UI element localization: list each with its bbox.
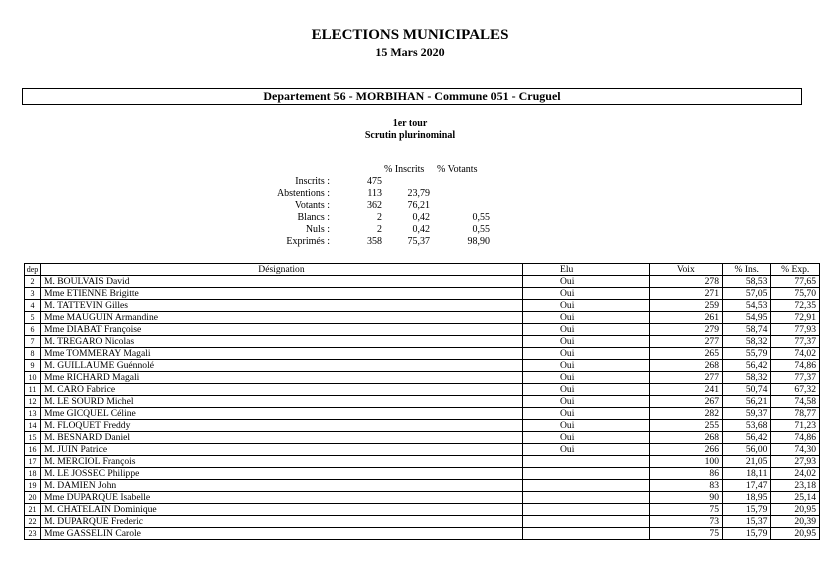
cell-pct-exp: 20,39: [771, 516, 820, 528]
cell-dep: 8: [25, 348, 41, 360]
cell-voix: 73: [649, 516, 722, 528]
cell-dep: 15: [25, 432, 41, 444]
cell-pct-exp: 67,32: [771, 384, 820, 396]
department-banner: Departement 56 - MORBIHAN - Commune 051 - Cruguel: [22, 88, 802, 105]
cell-designation: M. CHATELAIN Dominique: [40, 504, 522, 516]
stats-value: 113: [367, 188, 382, 199]
cell-voix: 241: [649, 384, 722, 396]
table-row: [25, 444, 820, 456]
cell-voix: 279: [649, 324, 722, 336]
header-pct-ins: % Ins.: [722, 264, 770, 276]
cell-elu: Oui: [522, 408, 649, 420]
stats-value: 2: [377, 224, 382, 235]
table-row: [25, 360, 820, 372]
cell-pct-exp: 78,77: [771, 408, 820, 420]
table-row: [25, 408, 820, 420]
cell-voix: 261: [649, 312, 722, 324]
cell-voix: 90: [649, 492, 722, 504]
table-row: [25, 324, 820, 336]
cell-elu: Oui: [522, 276, 649, 288]
cell-pct-exp: 20,95: [771, 504, 820, 516]
cell-pct-ins: 56,21: [722, 396, 770, 408]
cell-pct-exp: 74,30: [771, 444, 820, 456]
cell-elu: [522, 528, 649, 540]
cell-dep: 21: [25, 504, 41, 516]
header-pct-exp: % Exp.: [771, 264, 820, 276]
table-row: [25, 492, 820, 504]
cell-pct-exp: 72,91: [771, 312, 820, 324]
cell-designation: M. JUIN Patrice: [40, 444, 522, 456]
stats-pct-votants: 0,55: [472, 224, 490, 235]
cell-elu: [522, 504, 649, 516]
stats-pct-inscrits: 75,37: [407, 236, 430, 247]
cell-elu: Oui: [522, 396, 649, 408]
stats-value: 2: [377, 212, 382, 223]
cell-pct-ins: 57,05: [722, 288, 770, 300]
table-header-row: [25, 264, 820, 276]
cell-dep: 3: [25, 288, 41, 300]
cell-voix: 83: [649, 480, 722, 492]
header-designation: Désignation: [40, 264, 522, 276]
cell-designation: Mme GICQUEL Céline: [40, 408, 522, 420]
stats-label: Exprimés :: [286, 236, 330, 247]
header-elu: Elu: [522, 264, 649, 276]
cell-pct-ins: 58,74: [722, 324, 770, 336]
table-row: [25, 420, 820, 432]
cell-elu: Oui: [522, 432, 649, 444]
stats-col-votants: % Votants: [437, 164, 478, 175]
cell-voix: 277: [649, 372, 722, 384]
cell-voix: 268: [649, 360, 722, 372]
cell-voix: 259: [649, 300, 722, 312]
cell-pct-exp: 74,86: [771, 432, 820, 444]
cell-dep: 22: [25, 516, 41, 528]
cell-designation: M. BOULVAIS David: [40, 276, 522, 288]
cell-designation: M. LE JOSSEC Philippe: [40, 468, 522, 480]
table-row: [25, 336, 820, 348]
cell-dep: 5: [25, 312, 41, 324]
cell-elu: [522, 492, 649, 504]
stats-label: Blancs :: [297, 212, 330, 223]
cell-elu: Oui: [522, 420, 649, 432]
table-row: [25, 456, 820, 468]
cell-pct-ins: 56,00: [722, 444, 770, 456]
cell-elu: Oui: [522, 360, 649, 372]
cell-pct-exp: 23,18: [771, 480, 820, 492]
cell-designation: Mme ETIENNE Brigitte: [40, 288, 522, 300]
cell-voix: 75: [649, 504, 722, 516]
cell-elu: Oui: [522, 300, 649, 312]
cell-voix: 255: [649, 420, 722, 432]
election-date: 15 Mars 2020: [375, 45, 445, 59]
cell-designation: Mme DUPARQUE Isabelle: [40, 492, 522, 504]
cell-designation: M. DUPARQUE Frederic: [40, 516, 522, 528]
cell-designation: M. BESNARD Daniel: [40, 432, 522, 444]
cell-pct-ins: 18,95: [722, 492, 770, 504]
cell-voix: 268: [649, 432, 722, 444]
cell-dep: 20: [25, 492, 41, 504]
cell-pct-exp: 77,93: [771, 324, 820, 336]
cell-pct-ins: 53,68: [722, 420, 770, 432]
cell-designation: M. TATTEVIN Gilles: [40, 300, 522, 312]
stats-label: Votants :: [294, 200, 330, 211]
table-row: [25, 396, 820, 408]
cell-voix: 278: [649, 276, 722, 288]
table-row: [25, 288, 820, 300]
cell-designation: M. TREGARO Nicolas: [40, 336, 522, 348]
cell-pct-ins: 59,37: [722, 408, 770, 420]
table-row: [25, 480, 820, 492]
cell-elu: Oui: [522, 324, 649, 336]
cell-dep: 7: [25, 336, 41, 348]
cell-dep: 23: [25, 528, 41, 540]
table-row: [25, 516, 820, 528]
cell-pct-exp: 71,23: [771, 420, 820, 432]
cell-elu: [522, 468, 649, 480]
cell-elu: Oui: [522, 384, 649, 396]
header-voix: Voix: [649, 264, 722, 276]
cell-elu: [522, 480, 649, 492]
cell-pct-ins: 54,95: [722, 312, 770, 324]
cell-dep: 17: [25, 456, 41, 468]
table-row: [25, 312, 820, 324]
table-row: [25, 384, 820, 396]
cell-elu: Oui: [522, 348, 649, 360]
cell-dep: 4: [25, 300, 41, 312]
cell-designation: M. DAMIEN John: [40, 480, 522, 492]
cell-pct-ins: 58,32: [722, 372, 770, 384]
stats-pct-votants: 0,55: [472, 212, 490, 223]
cell-voix: 265: [649, 348, 722, 360]
cell-dep: 9: [25, 360, 41, 372]
cell-pct-ins: 15,37: [722, 516, 770, 528]
cell-voix: 100: [649, 456, 722, 468]
cell-dep: 18: [25, 468, 41, 480]
cell-voix: 271: [649, 288, 722, 300]
cell-designation: Mme MAUGUIN Armandine: [40, 312, 522, 324]
stats-label: Inscrits :: [295, 176, 330, 187]
cell-dep: 12: [25, 396, 41, 408]
page-title: ELECTIONS MUNICIPALES: [311, 27, 509, 43]
cell-designation: M. MERCIOL François: [40, 456, 522, 468]
scrutin-label: Scrutin plurinominal: [364, 130, 456, 141]
cell-pct-ins: 17,47: [722, 480, 770, 492]
cell-pct-exp: 27,93: [771, 456, 820, 468]
cell-pct-ins: 21,05: [722, 456, 770, 468]
cell-designation: Mme TOMMERAY Magali: [40, 348, 522, 360]
cell-designation: M. LE SOURD Michel: [40, 396, 522, 408]
cell-pct-ins: 54,53: [722, 300, 770, 312]
stats-value: 358: [367, 236, 382, 247]
cell-pct-exp: 24,02: [771, 468, 820, 480]
header-dep: dep: [25, 264, 41, 276]
cell-pct-ins: 58,32: [722, 336, 770, 348]
cell-dep: 11: [25, 384, 41, 396]
cell-dep: 6: [25, 324, 41, 336]
cell-pct-exp: 74,86: [771, 360, 820, 372]
cell-dep: 2: [25, 276, 41, 288]
cell-elu: Oui: [522, 312, 649, 324]
cell-elu: Oui: [522, 372, 649, 384]
stats-pct-inscrits: 23,79: [407, 188, 430, 199]
results-table: [24, 263, 820, 540]
stats-value: 475: [367, 176, 382, 187]
cell-pct-ins: 56,42: [722, 432, 770, 444]
cell-pct-exp: 77,37: [771, 336, 820, 348]
stats-pct-inscrits: 76,21: [407, 200, 430, 211]
table-row: [25, 276, 820, 288]
table-row: [25, 528, 820, 540]
cell-dep: 13: [25, 408, 41, 420]
cell-dep: 19: [25, 480, 41, 492]
cell-dep: 10: [25, 372, 41, 384]
cell-voix: 267: [649, 396, 722, 408]
cell-elu: Oui: [522, 336, 649, 348]
cell-designation: Mme GASSELIN Carole: [40, 528, 522, 540]
table-row: [25, 372, 820, 384]
stats-col-inscrits: % Inscrits: [384, 164, 425, 175]
cell-elu: Oui: [522, 288, 649, 300]
table-row: [25, 348, 820, 360]
cell-pct-ins: 15,79: [722, 528, 770, 540]
cell-elu: Oui: [522, 444, 649, 456]
cell-elu: [522, 456, 649, 468]
cell-voix: 86: [649, 468, 722, 480]
cell-voix: 277: [649, 336, 722, 348]
cell-voix: 266: [649, 444, 722, 456]
table-row: [25, 300, 820, 312]
cell-pct-exp: 74,02: [771, 348, 820, 360]
cell-designation: M. CARO Fabrice: [40, 384, 522, 396]
table-row: [25, 468, 820, 480]
cell-elu: [522, 516, 649, 528]
cell-pct-exp: 75,70: [771, 288, 820, 300]
cell-pct-ins: 18,11: [722, 468, 770, 480]
cell-pct-ins: 15,79: [722, 504, 770, 516]
cell-pct-exp: 20,95: [771, 528, 820, 540]
cell-pct-ins: 55,79: [722, 348, 770, 360]
cell-voix: 282: [649, 408, 722, 420]
cell-dep: 14: [25, 420, 41, 432]
cell-pct-exp: 74,58: [771, 396, 820, 408]
cell-designation: Mme DIABAT Françoise: [40, 324, 522, 336]
cell-designation: Mme RICHARD Magali: [40, 372, 522, 384]
stats-pct-inscrits: 0,42: [412, 224, 430, 235]
cell-pct-ins: 50,74: [722, 384, 770, 396]
cell-pct-exp: 72,35: [771, 300, 820, 312]
cell-pct-ins: 58,53: [722, 276, 770, 288]
cell-designation: M. GUILLAUME Guénnolé: [40, 360, 522, 372]
cell-designation: M. FLOQUET Freddy: [40, 420, 522, 432]
stats-pct-inscrits: 0,42: [412, 212, 430, 223]
cell-pct-exp: 77,65: [771, 276, 820, 288]
stats-label: Nuls :: [305, 224, 330, 235]
cell-pct-exp: 25,14: [771, 492, 820, 504]
cell-pct-exp: 77,37: [771, 372, 820, 384]
stats-value: 362: [367, 200, 382, 211]
tour-label: 1er tour: [392, 118, 428, 129]
cell-pct-ins: 56,42: [722, 360, 770, 372]
table-row: [25, 504, 820, 516]
cell-dep: 16: [25, 444, 41, 456]
stats-label: Abstentions :: [276, 188, 330, 199]
table-row: [25, 432, 820, 444]
stats-pct-votants: 98,90: [467, 236, 490, 247]
cell-voix: 75: [649, 528, 722, 540]
